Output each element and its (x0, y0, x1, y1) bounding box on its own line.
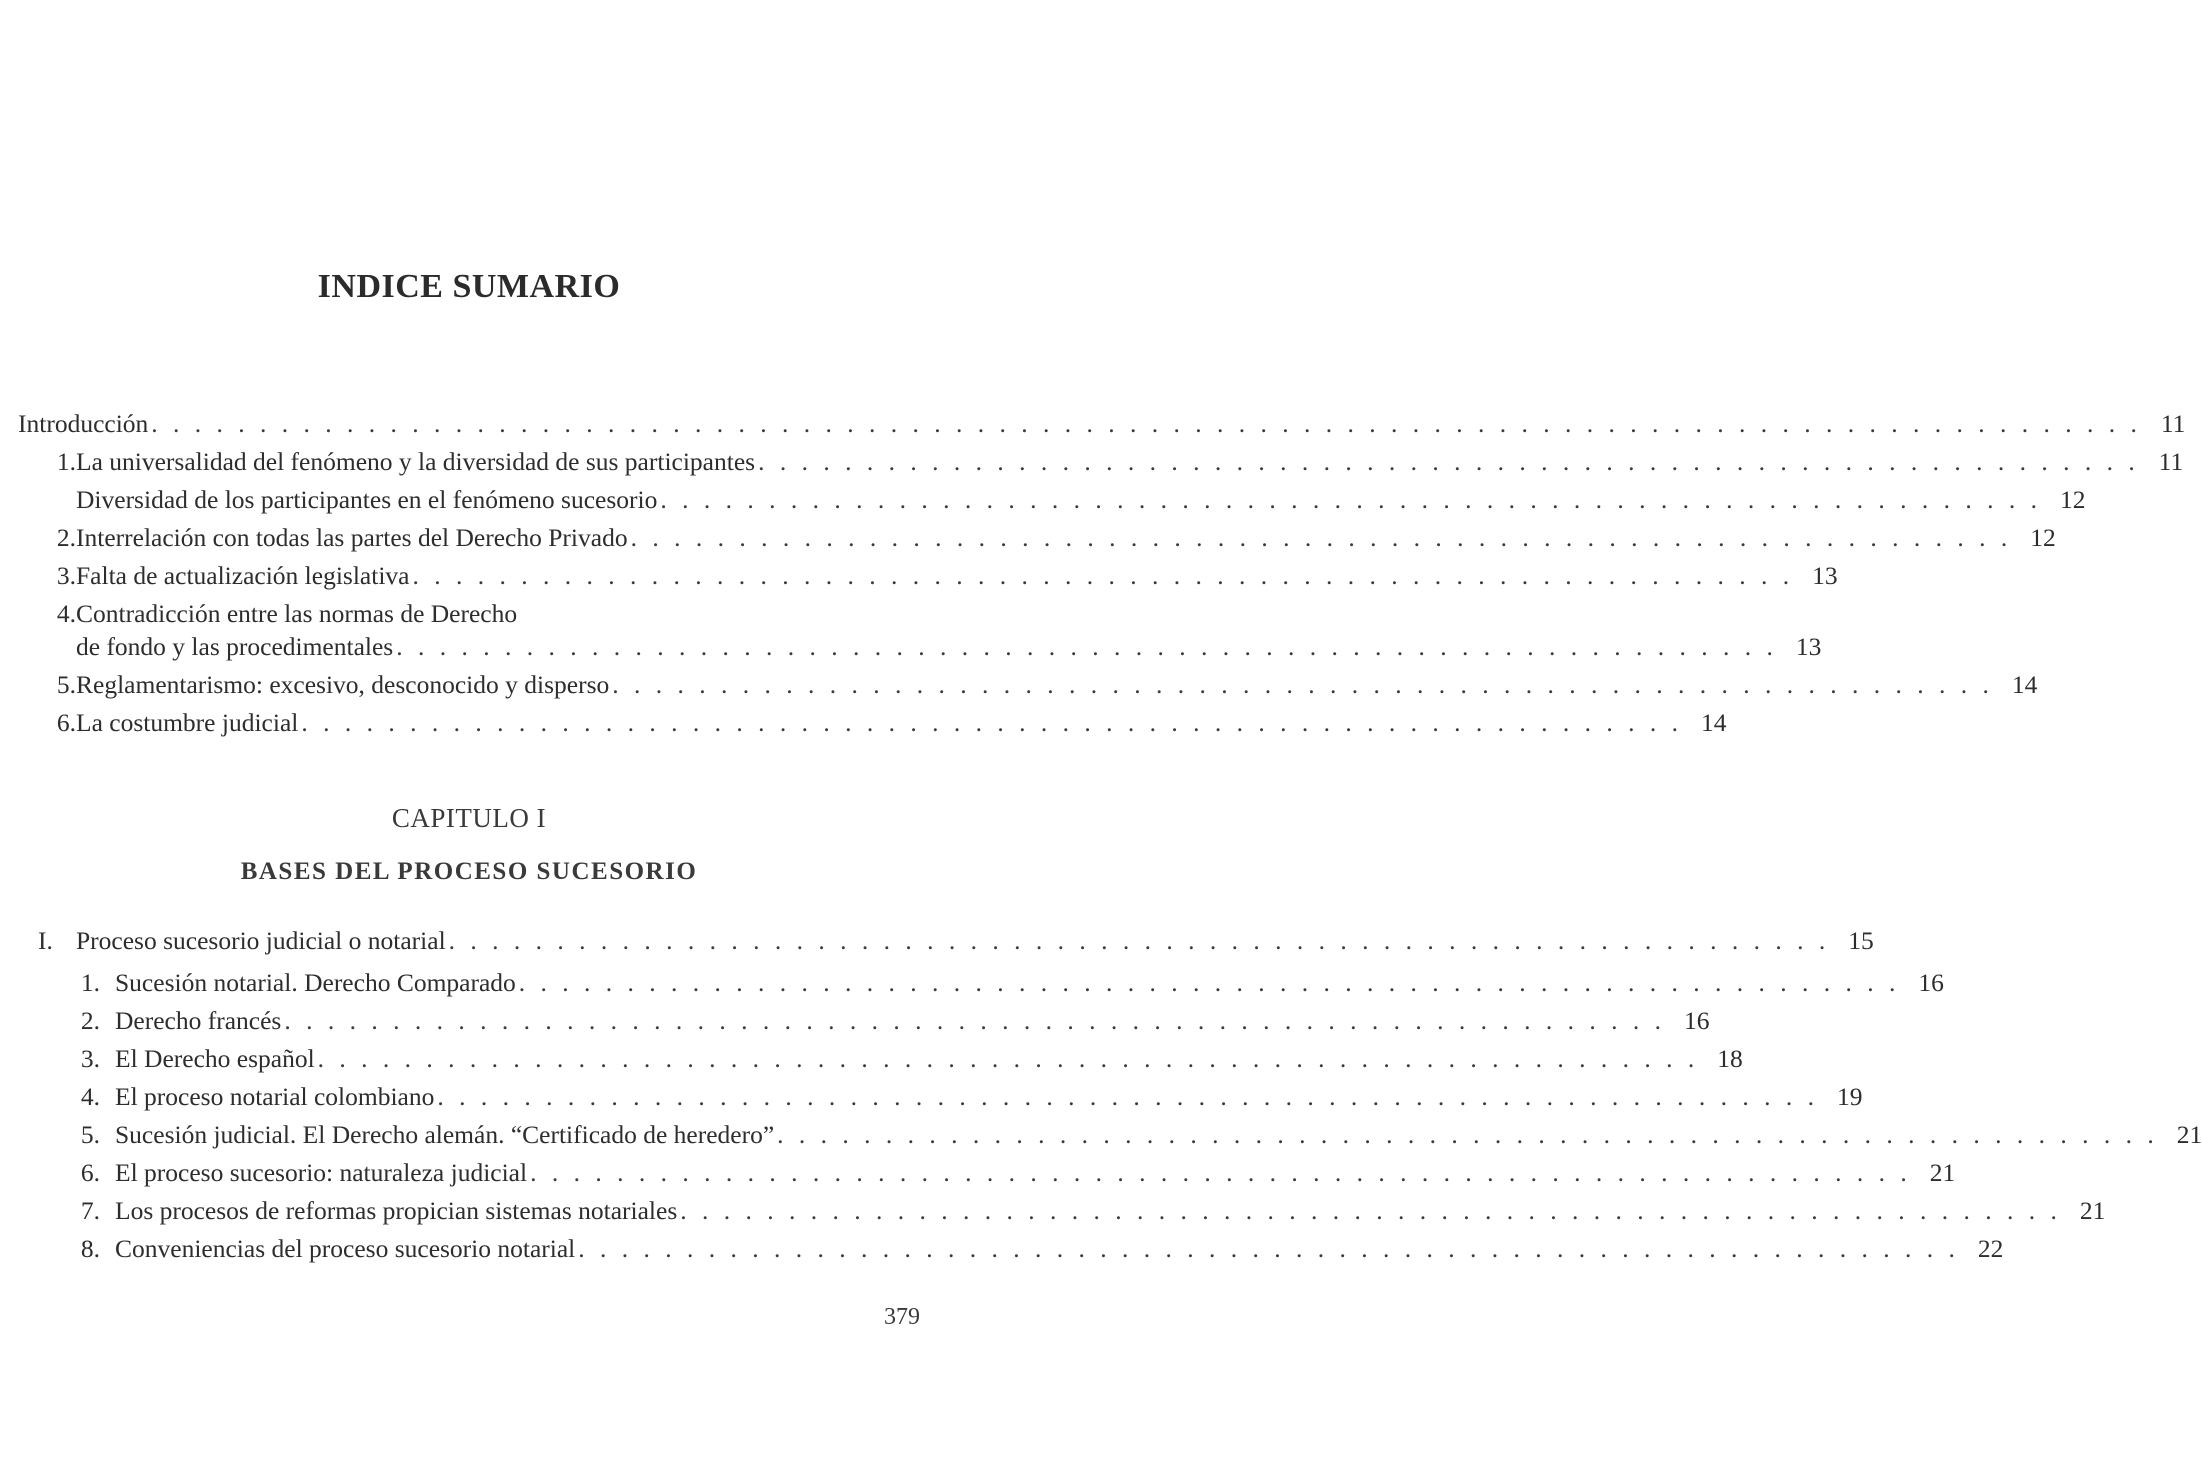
page-number: 379 (884, 1304, 920, 1330)
toc-entry (28, 669, 2038, 701)
toc-entry-page: 13 (1795, 632, 1822, 661)
dot-leader: . . . . . . . . . . . . . . . . . . . . . . . . . . . . . . . . . . . . . . . . . . . . . . . . . . . . . . . . . . . . . . . . (448, 926, 1830, 955)
toc-entry (70, 1119, 2202, 1151)
toc-entry-number: 5. (80, 1120, 100, 1149)
toc-entry-page: 16 (1918, 968, 1944, 997)
dot-leader: . . . . . . . . . . . . . . . . . . . . . . . . . . . . . . . . . . . . . . . . . . . . . . . . . . . . . . . . . . . . . . . . (612, 670, 1994, 699)
toc-entry-page: 19 (1837, 1082, 1863, 1111)
toc-entry-number: 4. (56, 599, 76, 628)
page-title: INDICE SUMARIO (317, 268, 621, 305)
toc-entry-page: 21 (1929, 1158, 1956, 1187)
toc-entry (28, 522, 2056, 554)
toc-entry-number: 8. (80, 1234, 100, 1263)
toc-entry-title: Derecho francés (115, 1006, 282, 1035)
toc-entry (70, 1195, 2106, 1227)
toc-entry-page: 11 (2158, 447, 2184, 476)
toc-entry-introduccion (18, 408, 2186, 440)
toc-entry (70, 1081, 1863, 1113)
toc-entry-title: Introducción (18, 409, 149, 438)
toc-entry-title: Conveniencias del proceso sucesorio notarial (115, 1234, 576, 1263)
chapter-label: CAPITULO I (391, 803, 547, 833)
dot-leader: . . . . . . . . . . . . . . . . . . . . . . . . . . . . . . . . . . . . . . . . . . . . . . . . . . . . . . . . . . . . . . . . (317, 1044, 1699, 1073)
toc-entry-number: 2. (80, 1006, 100, 1035)
toc-entry (76, 631, 1822, 663)
toc-entry-page: 15 (1848, 926, 1874, 955)
toc-entry (28, 707, 1727, 739)
dot-leader: . . . . . . . . . . . . . . . . . . . . . . . . . . . . . . . . . . . . . . . . . . . . . . . . . . . . . . . . . . . . . . . . (777, 1120, 2159, 1149)
toc-entry-page: 22 (1977, 1234, 2004, 1263)
dot-leader: . . . . . . . . . . . . . . . . . . . . . . . . . . . . . . . . . . . . . . . . . . . . . . . . . . . . . . . . . . . . . . . . (660, 485, 2042, 514)
toc-entry-number: 1. (56, 447, 76, 476)
chapter-title: BASES DEL PROCESO SUCESORIO (240, 858, 698, 885)
toc-entry-title: El proceso sucesorio: naturaleza judicial (115, 1158, 528, 1187)
toc-entry-title: La universalidad del fenómeno y la diversidad de sus participantes (76, 447, 756, 476)
toc-entry-title: Los procesos de reformas propician sistemas notariales (115, 1196, 678, 1225)
toc-entry-title: El Derecho español (115, 1044, 315, 1073)
toc-entry-page: 14 (2011, 670, 2038, 699)
dot-leader: . . . . . . . . . . . . . . . . . . . . . . . . . . . . . . . . . . . . . . . . . . . . . . . . . . . . . . . . . . . . . . . . (530, 1158, 1912, 1187)
toc-entry (28, 446, 2184, 478)
toc-entry (70, 1233, 2004, 1265)
dot-leader: . . . . . . . . . . . . . . . . . . . . . . . . . . . . . . . . . . . . . . . . . . . . . . . . . . . . . . . . . . . . . . . . (284, 1006, 1666, 1035)
toc-entry-number: 1. (80, 968, 100, 997)
dot-leader: . . . . . . . . . . . . . . . . . . . . . . . . . . . . . . . . . . . . . . . . . . . . . . . . . . . . . . . . . . . . . . . . (630, 523, 2012, 552)
toc-entry-title: El proceso notarial colombiano (115, 1082, 435, 1111)
dot-leader: . . . . . . . . . . . . . . . . . . . . . . . . . . . . . . . . . . . . . . . . . . . . . . . . . . . . . . . . . . . . . . . . (412, 561, 1794, 590)
toc-entry-page: 11 (2160, 409, 2186, 438)
toc-entry-page: 12 (2030, 523, 2056, 552)
toc-entry-title: Sucesión judicial. El Derecho alemán. “Certificado de heredero” (115, 1120, 775, 1149)
toc-entry-title: de fondo y las procedimentales (76, 632, 394, 661)
dot-leader: . . . . . . . . . . . . . . . . . . . . . . . . . . . . . . . . . . . . . . . . . . . . . . . . . . . . . . . . . . . . . . . . . . . . . . . . . . . . . . . . . . . . . . . . . . . . (151, 409, 2142, 438)
toc-entry-page: 12 (2059, 485, 2086, 514)
toc-entry (70, 1157, 1956, 1189)
toc-entry-number: 3. (56, 561, 76, 590)
toc-entry-title: Proceso sucesorio judicial o notarial (76, 926, 446, 955)
toc-entry-number: I. (38, 926, 53, 955)
dot-leader: . . . . . . . . . . . . . . . . . . . . . . . . . . . . . . . . . . . . . . . . . . . . . . . . . . . . . . . . . . . . . . . . (301, 708, 1683, 737)
dot-leader: . . . . . . . . . . . . . . . . . . . . . . . . . . . . . . . . . . . . . . . . . . . . . . . . . . . . . . . . . . . . . . . . (437, 1082, 1819, 1111)
toc-entry-title: Reglamentarismo: excesivo, desconocido y disperso (76, 670, 610, 699)
dot-leader: . . . . . . . . . . . . . . . . . . . . . . . . . . . . . . . . . . . . . . . . . . . . . . . . . . . . . . . . . . . . . . . . (758, 447, 2140, 476)
toc-entry-first-line (28, 598, 517, 630)
toc-entry-page: 14 (1700, 708, 1727, 737)
dot-leader: . . . . . . . . . . . . . . . . . . . . . . . . . . . . . . . . . . . . . . . . . . . . . . . . . . . . . . . . . . . . . . . . (396, 632, 1778, 661)
toc-entry-number: 3. (80, 1044, 100, 1073)
toc-entry (28, 560, 1838, 592)
toc-entry-number: 4. (80, 1082, 100, 1111)
toc-entry (70, 1043, 1743, 1075)
toc-entry-title: Contradicción entre las normas de Derecho (76, 599, 518, 628)
toc-entry-number: 2. (56, 523, 76, 552)
dot-leader: . . . . . . . . . . . . . . . . . . . . . . . . . . . . . . . . . . . . . . . . . . . . . . . . . . . . . . . . . . . . . . . . (680, 1196, 2062, 1225)
toc-section (28, 925, 1874, 957)
toc-entry-title: Diversidad de los participantes en el fenómeno sucesorio (76, 485, 658, 514)
toc-entry-title: La costumbre judicial (76, 708, 299, 737)
toc-entry-page: 21 (2176, 1120, 2202, 1149)
toc-entry (76, 484, 2086, 516)
toc-entry (70, 967, 1944, 999)
toc-entry-number: 7. (80, 1196, 100, 1225)
toc-entry-number: 6. (56, 708, 76, 737)
toc-entry-page: 16 (1683, 1006, 1710, 1035)
toc-entry-title: Interrelación con todas las partes del Derecho Privado (76, 523, 628, 552)
toc-entry-page: 18 (1717, 1044, 1743, 1073)
toc-entry-title: Falta de actualización legislativa (76, 561, 410, 590)
toc-entry-page: 21 (2079, 1196, 2106, 1225)
dot-leader: . . . . . . . . . . . . . . . . . . . . . . . . . . . . . . . . . . . . . . . . . . . . . . . . . . . . . . . . . . . . . . . . (518, 968, 1900, 997)
toc-entry (70, 1005, 1710, 1037)
toc-entry-title: Sucesión notarial. Derecho Comparado (115, 968, 516, 997)
toc-entry-number: 5. (56, 670, 76, 699)
toc-entry-page: 13 (1812, 561, 1838, 590)
dot-leader: . . . . . . . . . . . . . . . . . . . . . . . . . . . . . . . . . . . . . . . . . . . . . . . . . . . . . . . . . . . . . . . . (578, 1234, 1960, 1263)
toc-entry-number: 6. (80, 1158, 100, 1187)
